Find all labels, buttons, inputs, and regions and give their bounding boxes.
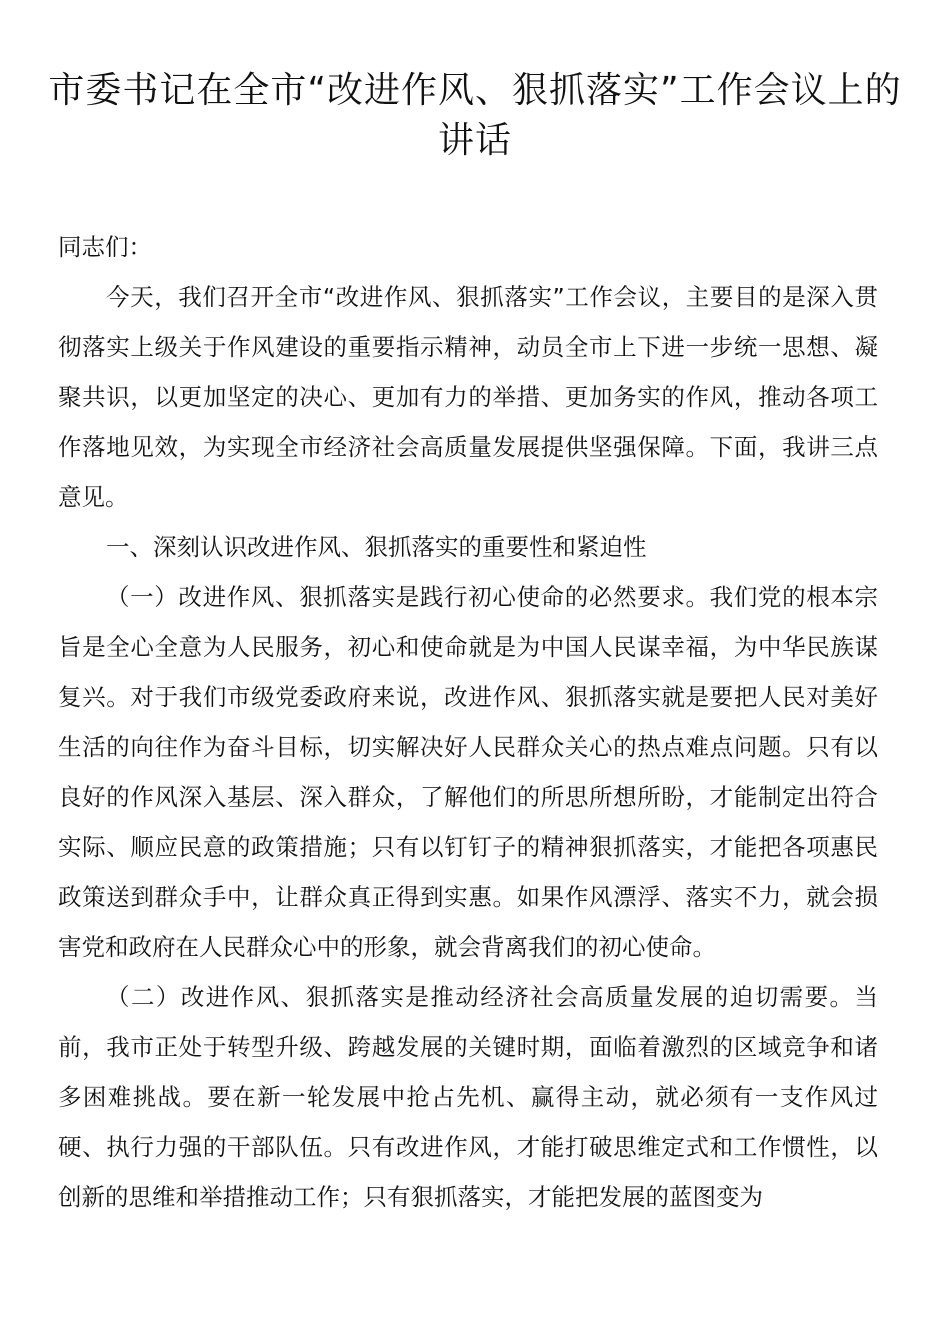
- section-heading-1: 一、深刻认识改进作风、狠抓落实的重要性和紧迫性: [106, 533, 647, 561]
- document-title: 市委书记在全市“改进作风、狠抓落实”工作会议上的讲话: [48, 70, 902, 161]
- paragraph-intro: 今天，我们召开全市“改进作风、狠抓落实”工作会议，主要目的是深入贯彻落实上级关于作风建设的重要指示精神，动员全市上下进一步统一思想、凝聚共识，以更加坚定的决心、更加有力的举措、更加务实的作风，推动各项工作落地见效，为实现全市经济社会高质量发展提供坚强保障。下面，我讲三点意见。: [58, 283, 878, 511]
- salutation: 同志们：: [58, 233, 152, 261]
- document-body: [58, 222, 878, 1222]
- paragraph-point-2: （二）改进作风、狠抓落实是推动经济社会高质量发展的迫切需要。当前，我市正处于转型升级、跨越发展的关键时期，面临着激烈的区域竞争和诸多困难挑战。要在新一轮发展中抢占先机、赢得主动，就必须有一支作风过硬、执行力强的干部队伍。只有改进作风，才能打破思维定式和工作惯性，以创新的思维和举措推动工作；只有狠抓落实，才能把发展的蓝图变为: [58, 983, 878, 1211]
- paragraph-point-1: （一）改进作风、狠抓落实是践行初心使命的必然要求。我们党的根本宗旨是全心全意为人民服务，初心和使命就是为中国人民谋幸福，为中华民族谋复兴。对于我们市级党委政府来说，改进作风、狠抓落实就是要把人民对美好生活的向往作为奋斗目标，切实解决好人民群众关心的热点难点问题。只有以良好的作风深入基层、深入群众，了解他们的所思所想所盼，才能制定出符合实际、顺应民意的政策措施；只有以钉钉子的精神狠抓落实，才能把各项惠民政策送到群众手中，让群众真正得到实惠。如果作风漂浮、落实不力，就会损害党和政府在人民群众心中的形象，就会背离我们的初心使命。: [58, 583, 878, 961]
